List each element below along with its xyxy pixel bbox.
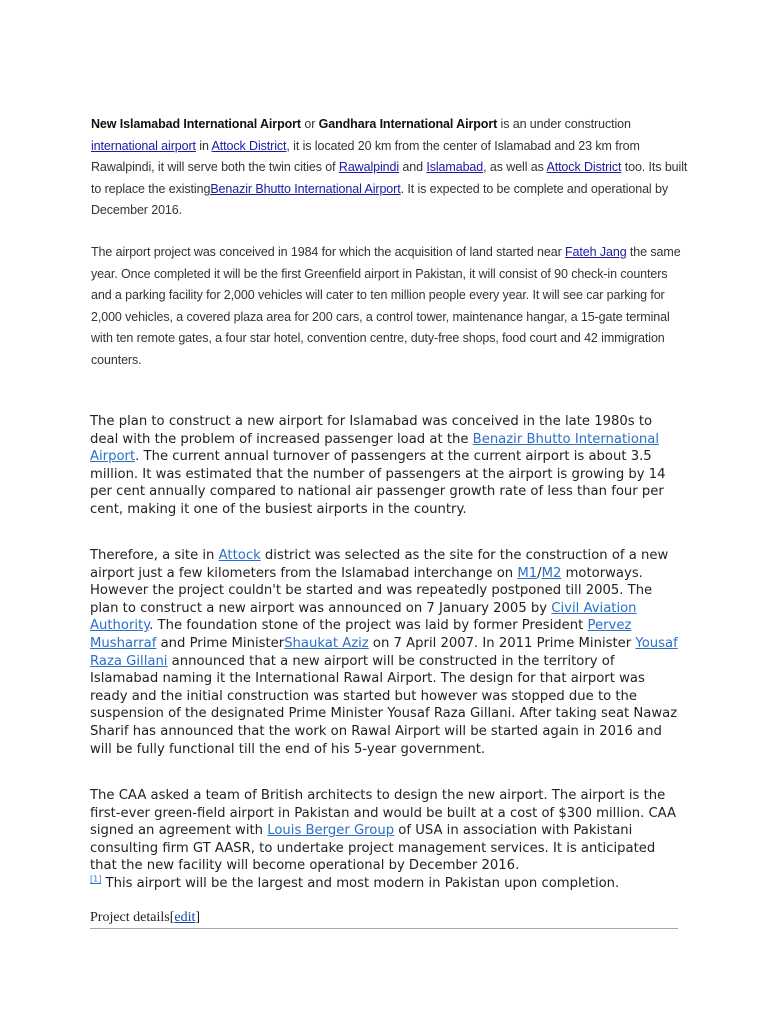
plan-paragraph — [90, 413, 680, 519]
link-civil-aviation-authority[interactable]: Civil Aviation Authority — [90, 600, 637, 634]
link-benazir-bhutto-airport[interactable]: Benazir Bhutto International Airport — [210, 181, 401, 196]
intro-paragraph — [91, 114, 691, 222]
text: announced that a new airport will be constructed in the territory of Islamabad naming it the International Rawal Airport. The design for that airport was ready and the initial construction was started but however was stopped due to the suspension of the designated Prime Minister Yousaf Raza Gillani. After taking seat Nawaz Sharif has announced that the work on Rawal Airport will be started again in 2016 and will be fully functional till the end of his 5-year government. — [90, 653, 678, 757]
site-paragraph — [90, 547, 680, 758]
text: motorways. However the project couldn't be started and was repeatedly postponed till 2005. The plan to construct a new airport was announced on 7 January 2005 by — [90, 565, 653, 616]
text: , it is located 20 km from the center of Islamabad and 23 km from Rawalpindi, it will serve both the twin cities of — [91, 138, 640, 175]
text: and Prime Minister — [156, 635, 285, 651]
text: on 7 April 2007. In 2011 Prime Minister — [368, 635, 636, 651]
text: Therefore, a site in — [90, 548, 219, 563]
section-title: Project details — [90, 910, 170, 925]
text: in — [195, 138, 212, 153]
text: of USA in association with Pakistani consulting firm GT AASR, to undertake project management services. It is anticipated that the new facility will become operational by December 2016. — [90, 823, 656, 874]
text: the same year. Once completed it will be the first Greenfield airport in Pakistan, it will consist of 90 check-in counters and a parking facility for 2,000 vehicles will cater to ten million people every year. It will see car parking for 2,000 vehicles, a covered plaza area for 200 cars, a control tower, maintenance hangar, a 15-gate terminal with ten remote gates, a four star hotel, convention centre, duty-free shops, food court and 42 immigration counters. — [91, 245, 681, 367]
link-islamabad[interactable]: Islamabad — [426, 160, 484, 175]
edit-bracket-open: [ — [169, 910, 175, 925]
link-attock[interactable]: Attock — [218, 548, 261, 563]
link-international-airport[interactable]: international airport — [91, 138, 196, 153]
article-title-bold: New Islamabad International Airport — [91, 117, 301, 131]
text: . The current annual turnover of passengers at the current airport is about 3.5 million. It was estimated that the number of passengers at the airport is growing by 14 per cent annually compared to national air passenger growth rate of less than four per cent, making it one of the busiest airports in the country. — [90, 449, 666, 517]
text: is an under construction — [497, 117, 631, 131]
conception-paragraph — [91, 242, 691, 372]
text: The plan to construct a new airport for Islamabad was conceived in the late 1980s to deal with the problem of increased passenger load at the — [90, 414, 653, 447]
link-m1[interactable]: M1 — [517, 565, 538, 581]
text: and — [399, 160, 427, 175]
alt-title-bold: Gandhara International Airport — [318, 117, 498, 131]
link-yousaf-raza-gillani[interactable]: Yousaf Raza Gillani — [90, 635, 678, 669]
text: district was selected as the site for the construction of a new airport just a few kilometers from the Islamabad interchange on — [90, 548, 669, 581]
section-heading-project-details — [90, 910, 678, 929]
link-louis-berger-group[interactable]: Louis Berger Group — [267, 823, 395, 839]
edit-bracket-close: ] — [195, 910, 201, 925]
reference-link[interactable]: [1] — [90, 874, 102, 884]
link-benazir-bhutto-airport-2[interactable]: Benazir Bhutto International Airport — [90, 431, 659, 465]
text: or — [300, 117, 319, 131]
link-attock-district-2[interactable]: Attock District — [546, 160, 622, 175]
link-pervez-musharraf[interactable]: Pervez Musharraf — [90, 618, 632, 651]
link-attock-district[interactable]: Attock District — [211, 138, 287, 153]
text: . It is expected to be complete and operational by December 2016. — [91, 181, 668, 218]
edit-section-link[interactable]: edit — [174, 910, 196, 925]
text: The CAA asked a team of British architects to design the new airport. The airport is the first-ever green-field airport in Pakistan and would be built at a cost of $300 million. CAA signed an agreement with — [90, 788, 677, 839]
text: / — [537, 565, 542, 581]
text: This airport will be the largest and most modern in Pakistan upon completion. — [101, 875, 620, 891]
link-rawalpindi[interactable]: Rawalpindi — [338, 160, 400, 175]
link-shaukat-aziz[interactable]: Shaukat Aziz — [284, 635, 369, 651]
text: too. Its built to replace the existing — [91, 160, 688, 196]
text: . The foundation stone of the project was laid by former President — [149, 618, 588, 634]
link-fateh-jang[interactable]: Fateh Jang — [565, 245, 627, 259]
link-m2[interactable]: M2 — [541, 565, 562, 581]
caa-paragraph — [90, 787, 680, 893]
text: The airport project was conceived in 1984 for which the acquisition of land started near — [91, 245, 566, 259]
text: , as well as — [483, 160, 547, 175]
